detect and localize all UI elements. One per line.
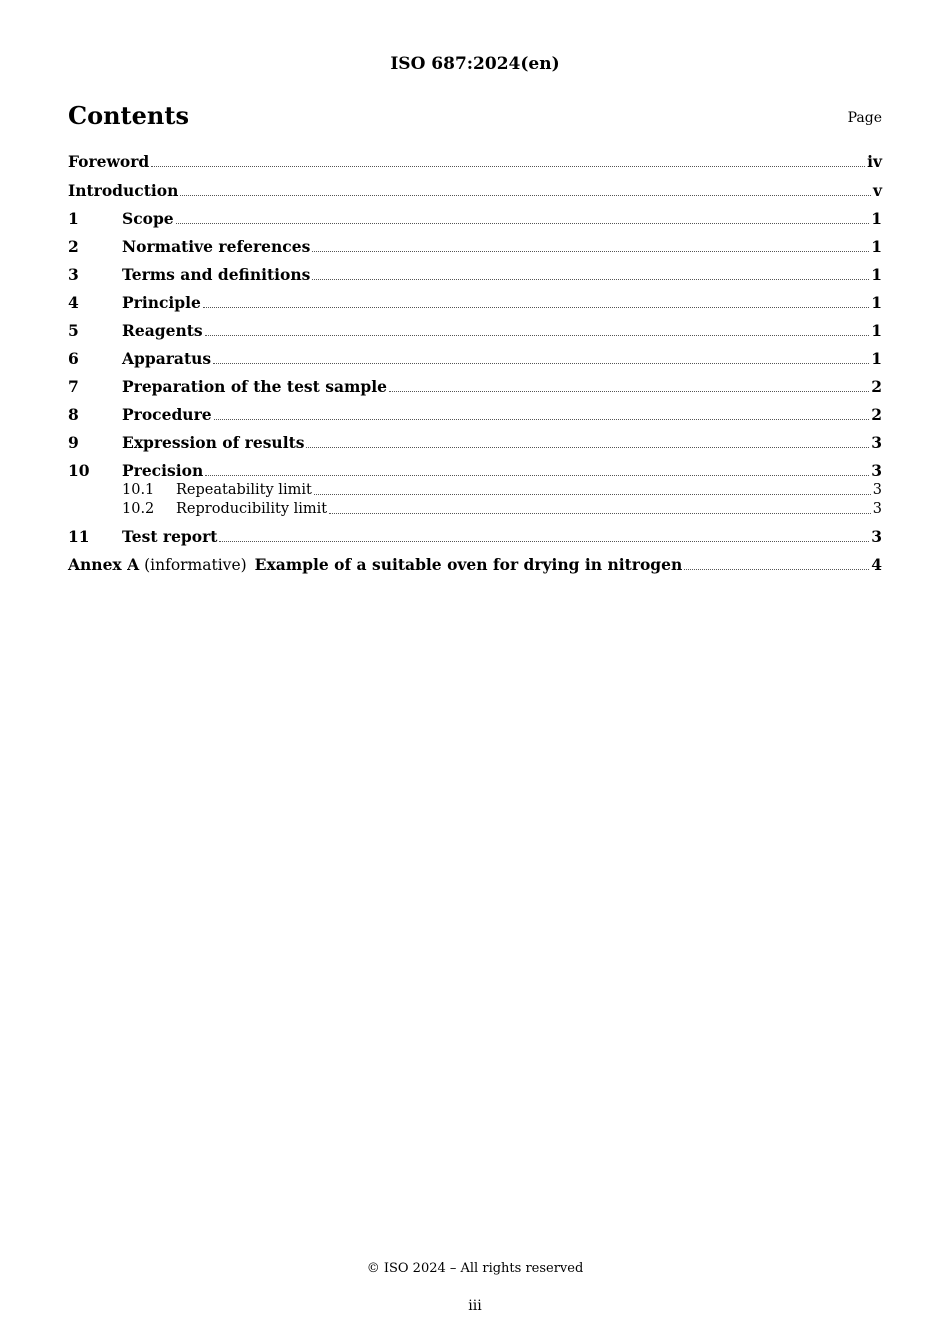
dot-leader xyxy=(180,194,871,196)
toc-entry-foreword[interactable] xyxy=(68,152,882,172)
toc-entry-page: 1 xyxy=(871,293,882,312)
toc-entry-section[interactable] xyxy=(68,349,882,369)
toc-entry-page: 1 xyxy=(871,321,882,340)
page-column-label: Page xyxy=(847,110,882,126)
toc-entry-section[interactable] xyxy=(68,209,882,229)
toc-entry-title: Procedure xyxy=(122,405,212,424)
toc-entry-annex-a[interactable] xyxy=(68,555,882,575)
toc-subsection-number: 10.2 xyxy=(122,501,155,517)
toc-entry-title: Test report xyxy=(122,527,218,546)
toc-entry-page: 2 xyxy=(871,377,882,396)
toc-entry-page: 4 xyxy=(871,555,882,574)
dot-leader xyxy=(329,512,871,514)
dot-leader xyxy=(151,165,865,167)
toc-entry-section[interactable] xyxy=(68,405,882,425)
toc-entry-title: Expression of results xyxy=(122,433,305,452)
toc-entry-subsection[interactable] xyxy=(68,500,882,519)
toc-entry-page: 2 xyxy=(871,405,882,424)
toc-section-number: 3 xyxy=(68,265,79,284)
toc-entry-page: 3 xyxy=(871,461,882,480)
toc-section-number: 11 xyxy=(68,527,90,546)
toc-entry-title: Introduction xyxy=(68,181,179,200)
toc-entry-title: Principle xyxy=(122,293,201,312)
toc-entry-section[interactable] xyxy=(68,433,882,453)
dot-leader xyxy=(203,306,869,308)
toc-section-number: 6 xyxy=(68,349,79,368)
toc-section-number: 8 xyxy=(68,405,79,424)
toc-entry-section[interactable] xyxy=(68,237,882,257)
contents-heading: Contents xyxy=(68,101,189,130)
toc-entry-section[interactable] xyxy=(68,377,882,397)
toc-section-number: 10 xyxy=(68,461,90,480)
annex-label: Annex A xyxy=(68,555,140,574)
toc-entry-title: Reproducibility limit xyxy=(176,501,328,517)
toc-entry-page: 3 xyxy=(871,527,882,546)
toc-entry-page: 1 xyxy=(871,237,882,256)
toc-entry-section[interactable] xyxy=(68,461,882,481)
toc-entry-page: 1 xyxy=(871,265,882,284)
toc-entry-page: 3 xyxy=(872,482,882,498)
toc-entry-subsection[interactable] xyxy=(68,481,882,500)
toc-entry-introduction[interactable] xyxy=(68,181,882,201)
dot-leader xyxy=(312,278,869,280)
dot-leader xyxy=(314,493,871,495)
toc-entry-page: 1 xyxy=(871,209,882,228)
toc-section-number: 4 xyxy=(68,293,79,312)
dot-leader xyxy=(214,418,870,420)
dot-leader xyxy=(219,540,869,542)
toc-entry-page: 3 xyxy=(871,433,882,452)
toc-section-number: 1 xyxy=(68,209,79,228)
toc-entry-section[interactable] xyxy=(68,527,882,547)
toc-entry-section[interactable] xyxy=(68,321,882,341)
dot-leader xyxy=(205,474,869,476)
page-number: iii xyxy=(468,1298,482,1314)
dot-leader xyxy=(306,446,869,448)
toc-entry-title: Foreword xyxy=(68,152,150,171)
toc-entry-title: Terms and definitions xyxy=(122,265,311,284)
dot-leader xyxy=(213,362,869,364)
toc-entry-title: Precision xyxy=(122,461,204,480)
document-id-header: ISO 687:2024(en) xyxy=(390,54,560,74)
toc-entry-title: Apparatus xyxy=(122,349,212,368)
dot-leader xyxy=(176,222,870,224)
toc-entry-title: Preparation of the test sample xyxy=(122,377,387,396)
toc-entry-title: Scope xyxy=(122,209,174,228)
toc-section-number: 7 xyxy=(68,377,79,396)
table-of-contents xyxy=(68,152,882,575)
toc-entry-title: Reagents xyxy=(122,321,203,340)
toc-entry-title: Repeatability limit xyxy=(176,482,312,498)
dot-leader xyxy=(684,568,869,570)
toc-entry-section[interactable] xyxy=(68,293,882,313)
toc-entry-title: Example of a suitable oven for drying in nitrogen xyxy=(254,555,683,574)
annex-type: (informative) xyxy=(144,556,247,574)
copyright-notice: © ISO 2024 – All rights reserved xyxy=(366,1261,584,1276)
toc-entry-page: 3 xyxy=(872,501,882,517)
dot-leader xyxy=(312,250,869,252)
toc-entry-section[interactable] xyxy=(68,265,882,285)
toc-subsection-number: 10.1 xyxy=(122,482,155,498)
toc-entry-title: Normative references xyxy=(122,237,311,256)
toc-entry-page: iv xyxy=(867,152,882,171)
dot-leader xyxy=(389,390,869,392)
toc-entry-page: 1 xyxy=(871,349,882,368)
toc-section-number: 5 xyxy=(68,321,79,340)
toc-entry-page: v xyxy=(872,181,882,200)
toc-section-number: 9 xyxy=(68,433,79,452)
toc-section-number: 2 xyxy=(68,237,79,256)
dot-leader xyxy=(205,334,870,336)
